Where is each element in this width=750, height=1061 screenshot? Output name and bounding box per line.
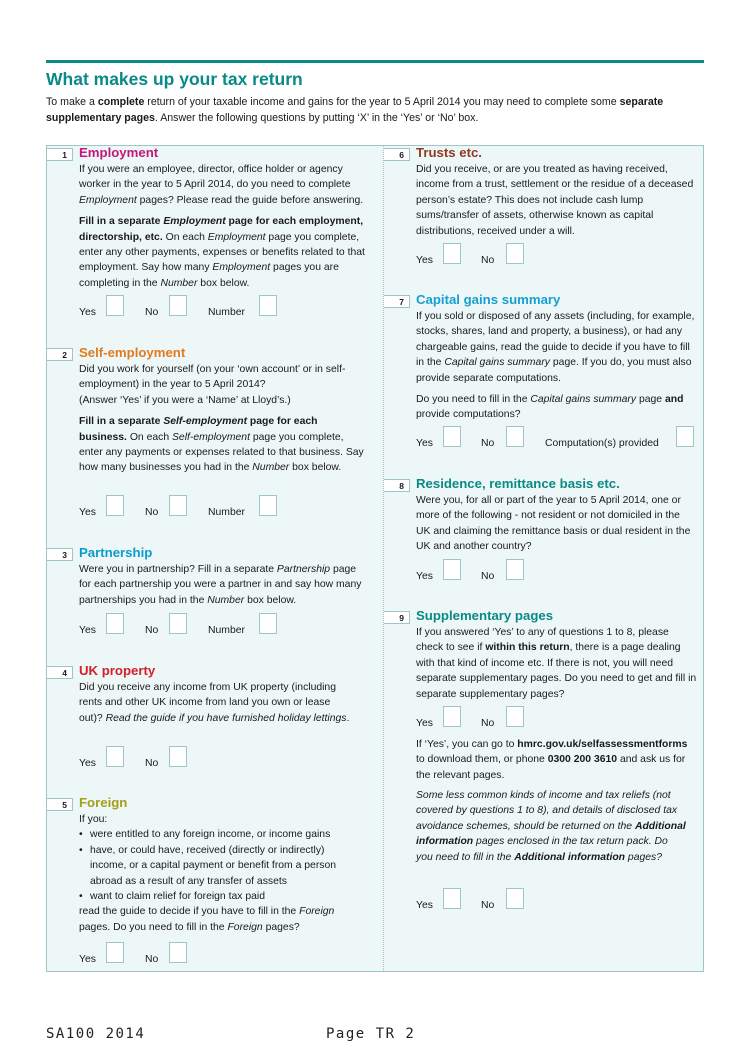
intro-text: To make a complete return of your taxable income and gains for the year to 5 April 2014 you may need to complete some separate supplementary pages. Answer the following questions by putting ‘X’ in the ‘Yes’ or ‘No’ box.: [46, 96, 664, 124]
foreign-yes-box[interactable]: [106, 942, 124, 963]
page-title: What makes up your tax return: [46, 69, 303, 89]
supplementary-heading: Supplementary pages: [416, 608, 554, 623]
self-employment-heading: Self-employment: [79, 345, 186, 360]
capital-gains-heading: Capital gains summary: [416, 292, 561, 307]
self-employment-no-box[interactable]: [169, 495, 187, 516]
question-number-8: 8: [384, 479, 410, 492]
foreign-text: If you: • were entitled to any foreign income, or income gains • have, or could have, received (directly or indirectly) income, or a capital payment or benefit from a person abroad as a result of any transfer of assets • want to claim relief for foreign tax paid read the guide to decide if you have to fill in the Foreign pages. Do you need to fill in the Foreign pages?: [79, 812, 361, 935]
employment-no-label: No: [145, 307, 159, 318]
uk-property-text: Did you receive any income from UK property (including rents and other UK income from land you own or lease out)? Read the guide if you have furnished holiday lettings.: [79, 682, 350, 724]
partnership-number-label: Number: [208, 625, 245, 636]
additional-info-text: Some less common kinds of income and tax reliefs (not covered by questions 1 to 8), and details of disclosed tax avoidance schemes, should be returned on the Additional information pages enclosed in the tax return pack. Do you need to fill in the Additional information pages?: [416, 790, 686, 863]
supplementary-yes-box[interactable]: [443, 706, 461, 727]
residence-no-box[interactable]: [506, 559, 524, 580]
question-number-7: 7: [384, 295, 410, 308]
question-number-9: 9: [384, 611, 410, 624]
supplementary-text: If you answered ‘Yes’ to any of questions 1 to 8, please check to see if within this return, there is a page dealing with that kind of income etc. If there is not, you will need separate supplementary pages. Do you need to get and fill in separate supplementary pages?: [416, 627, 697, 700]
capital-gains-yes-box[interactable]: [443, 426, 461, 447]
self-employment-text: Did you work for yourself (on your ‘own account’ or in self-employment) in the year to 5 April 2014? (Answer ‘Yes’ if you were a ‘Name’ at Lloyd’s.) Fill in a separate Self-employment page for each business. On each Self-employment page you complete, enter any payments or expenses related to that business. Say how many businesses you had in the Number box below.: [79, 364, 364, 474]
partnership-yes-label: Yes: [79, 625, 96, 636]
residence-yes-box[interactable]: [443, 559, 461, 580]
form-code: SA100 2014: [46, 1026, 146, 1042]
question-number-5: 5: [47, 798, 73, 811]
question-number-4: 4: [47, 666, 73, 679]
additional-info-yes-label: Yes: [416, 900, 433, 911]
supplementary-no-box[interactable]: [506, 706, 524, 727]
employment-yes-label: Yes: [79, 307, 96, 318]
computations-label: Computation(s) provided: [545, 438, 659, 449]
self-employment-number-box[interactable]: [259, 495, 277, 516]
partnership-heading: Partnership: [79, 545, 153, 560]
trusts-text: Did you receive, or are you treated as having received, income from a trust, settlement or the residue of a deceased person’s estate? This does not include cash lump sums/transfer of assets, otherwise known as capital distributions, received under a will.: [416, 164, 694, 237]
trusts-heading: Trusts etc.: [416, 145, 482, 160]
employment-number-label: Number: [208, 307, 245, 318]
uk-property-yes-box[interactable]: [106, 746, 124, 767]
additional-info-yes-box[interactable]: [443, 888, 461, 909]
trusts-yes-label: Yes: [416, 255, 433, 266]
self-employment-yes-box[interactable]: [106, 495, 124, 516]
residence-text: Were you, for all or part of the year to 5 April 2014, one or more of the following - not resident or not domiciled in the UK and claiming the remittance basis or dual resident in the UK and another country?: [416, 495, 691, 553]
phone-number: 0300 200 3610: [547, 754, 618, 766]
employment-yes-box[interactable]: [106, 295, 124, 316]
trusts-no-box[interactable]: [506, 243, 524, 264]
question-number-6: 6: [384, 148, 410, 161]
capital-gains-no-box[interactable]: [506, 426, 524, 447]
trusts-no-label: No: [481, 255, 495, 266]
uk-property-heading: UK property: [79, 663, 156, 678]
uk-property-no-box[interactable]: [169, 746, 187, 767]
column-divider: [383, 145, 385, 971]
uk-property-no-label: No: [145, 758, 159, 769]
foreign-no-label: No: [145, 954, 159, 965]
partnership-no-label: No: [145, 625, 159, 636]
question-number-1: 1: [47, 148, 73, 161]
residence-no-label: No: [481, 571, 495, 582]
supplementary-yes-label: Yes: [416, 718, 433, 729]
additional-info-no-box[interactable]: [506, 888, 524, 909]
question-number-2: 2: [47, 348, 73, 361]
supplementary-no-label: No: [481, 718, 495, 729]
question-number-3: 3: [47, 548, 73, 561]
foreign-bullet-2: • have, or could have, received (directly or indirectly) income, or a capital payment or benefit from a person abroad as a result of any transfer of assets: [79, 843, 361, 889]
residence-heading: Residence, remittance basis etc.: [416, 476, 620, 491]
residence-yes-label: Yes: [416, 571, 433, 582]
foreign-no-box[interactable]: [169, 942, 187, 963]
trusts-yes-box[interactable]: [443, 243, 461, 264]
capital-gains-yes-label: Yes: [416, 438, 433, 449]
employment-no-box[interactable]: [169, 295, 187, 316]
capital-gains-text: If you sold or disposed of any assets (including, for example, stocks, shares, land and property, a business), or had any chargeable gains, read the guide to decide if you have to fill in the Capital gains summary page. If you do, you must also provide separate computations. Do you need to fill in the Capital gains summary page and provide computations?: [416, 311, 695, 421]
foreign-bullet-3: • want to claim relief for foreign tax paid: [79, 889, 361, 904]
selfassessment-link[interactable]: hmrc.gov.uk/selfassessmentforms: [517, 739, 688, 750]
computations-box[interactable]: [676, 426, 694, 447]
page-number: Page TR 2: [326, 1026, 416, 1042]
partnership-number-box[interactable]: [259, 613, 277, 634]
foreign-bullet-1: • were entitled to any foreign income, or income gains: [79, 827, 361, 842]
employment-text: If you were an employee, director, office holder or agency worker in the year to 5 April 2014, do you need to complete Employment pages? Please read the guide before answering. Fill in a separate Employment page for each employment, directorship, etc. On each Employment page you complete, enter any other payments, expenses or benefits related to that employment. Say how many Employment pages you are completing in the Number box below.: [79, 164, 365, 289]
partnership-text: Were you in partnership? Fill in a separate Partnership page for each partnership you were a partner in and say how many partnerships you had in the Number box below.: [79, 564, 362, 606]
top-rule: [46, 60, 704, 63]
employment-heading: Employment: [79, 145, 159, 160]
foreign-yes-label: Yes: [79, 954, 96, 965]
partnership-yes-box[interactable]: [106, 613, 124, 634]
employment-number-box[interactable]: [259, 295, 277, 316]
self-employment-no-label: No: [145, 507, 159, 518]
supplementary-download-text: If ‘Yes’, you can go to hmrc.gov.uk/selfassessmentforms to download them, or phone 0300 200 3610 and ask us for the relevant pages.: [416, 739, 688, 781]
additional-info-no-label: No: [481, 900, 495, 911]
foreign-heading: Foreign: [79, 795, 128, 810]
partnership-no-box[interactable]: [169, 613, 187, 634]
self-employment-yes-label: Yes: [79, 507, 96, 518]
capital-gains-no-label: No: [481, 438, 495, 449]
uk-property-yes-label: Yes: [79, 758, 96, 769]
self-employment-number-label: Number: [208, 507, 245, 518]
